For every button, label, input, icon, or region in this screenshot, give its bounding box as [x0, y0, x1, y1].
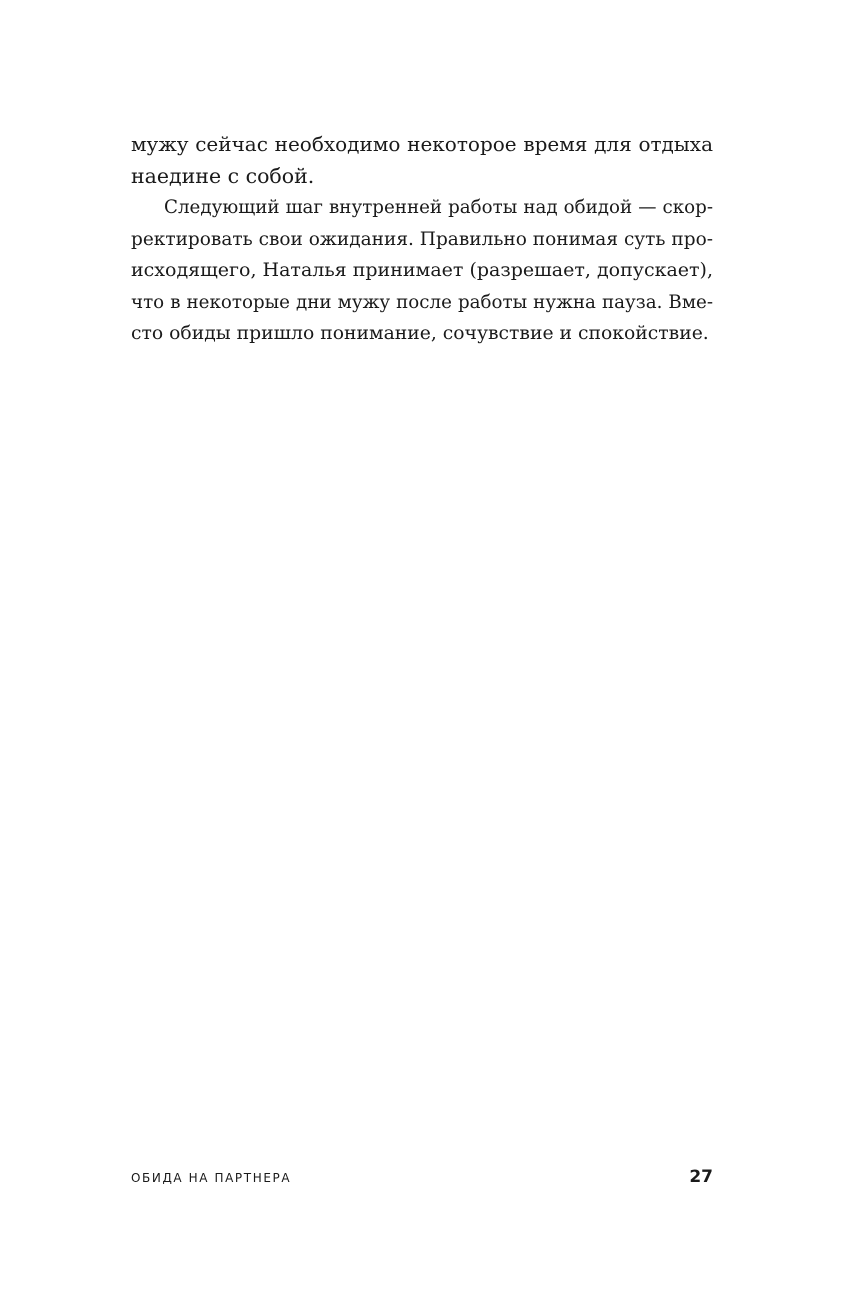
- text-line: наедине с собой.: [131, 163, 315, 188]
- text-line: ректировать свои ожидания. Правильно понимая суть про-: [131, 228, 713, 250]
- paragraph: [131, 192, 713, 350]
- text-line: что в некоторые дни мужу после работы нужна пауза. Вме-: [131, 291, 713, 313]
- running-title: ОБИДА НА ПАРТНЕРА: [131, 1171, 292, 1185]
- body-text: [131, 129, 713, 350]
- text-line: исходящего, Наталья принимает (разрешает, допускает),: [131, 259, 713, 281]
- text-line: сто обиды пришло понимание, сочувствие и спокойствие.: [131, 323, 709, 344]
- text-line: Следующий шаг внутренней работы над обидой — скор-: [164, 197, 713, 218]
- paragraph: [131, 129, 713, 192]
- page-number: 27: [689, 1167, 713, 1187]
- text-line: мужу сейчас необходимо некоторое время для отдыха: [131, 132, 713, 156]
